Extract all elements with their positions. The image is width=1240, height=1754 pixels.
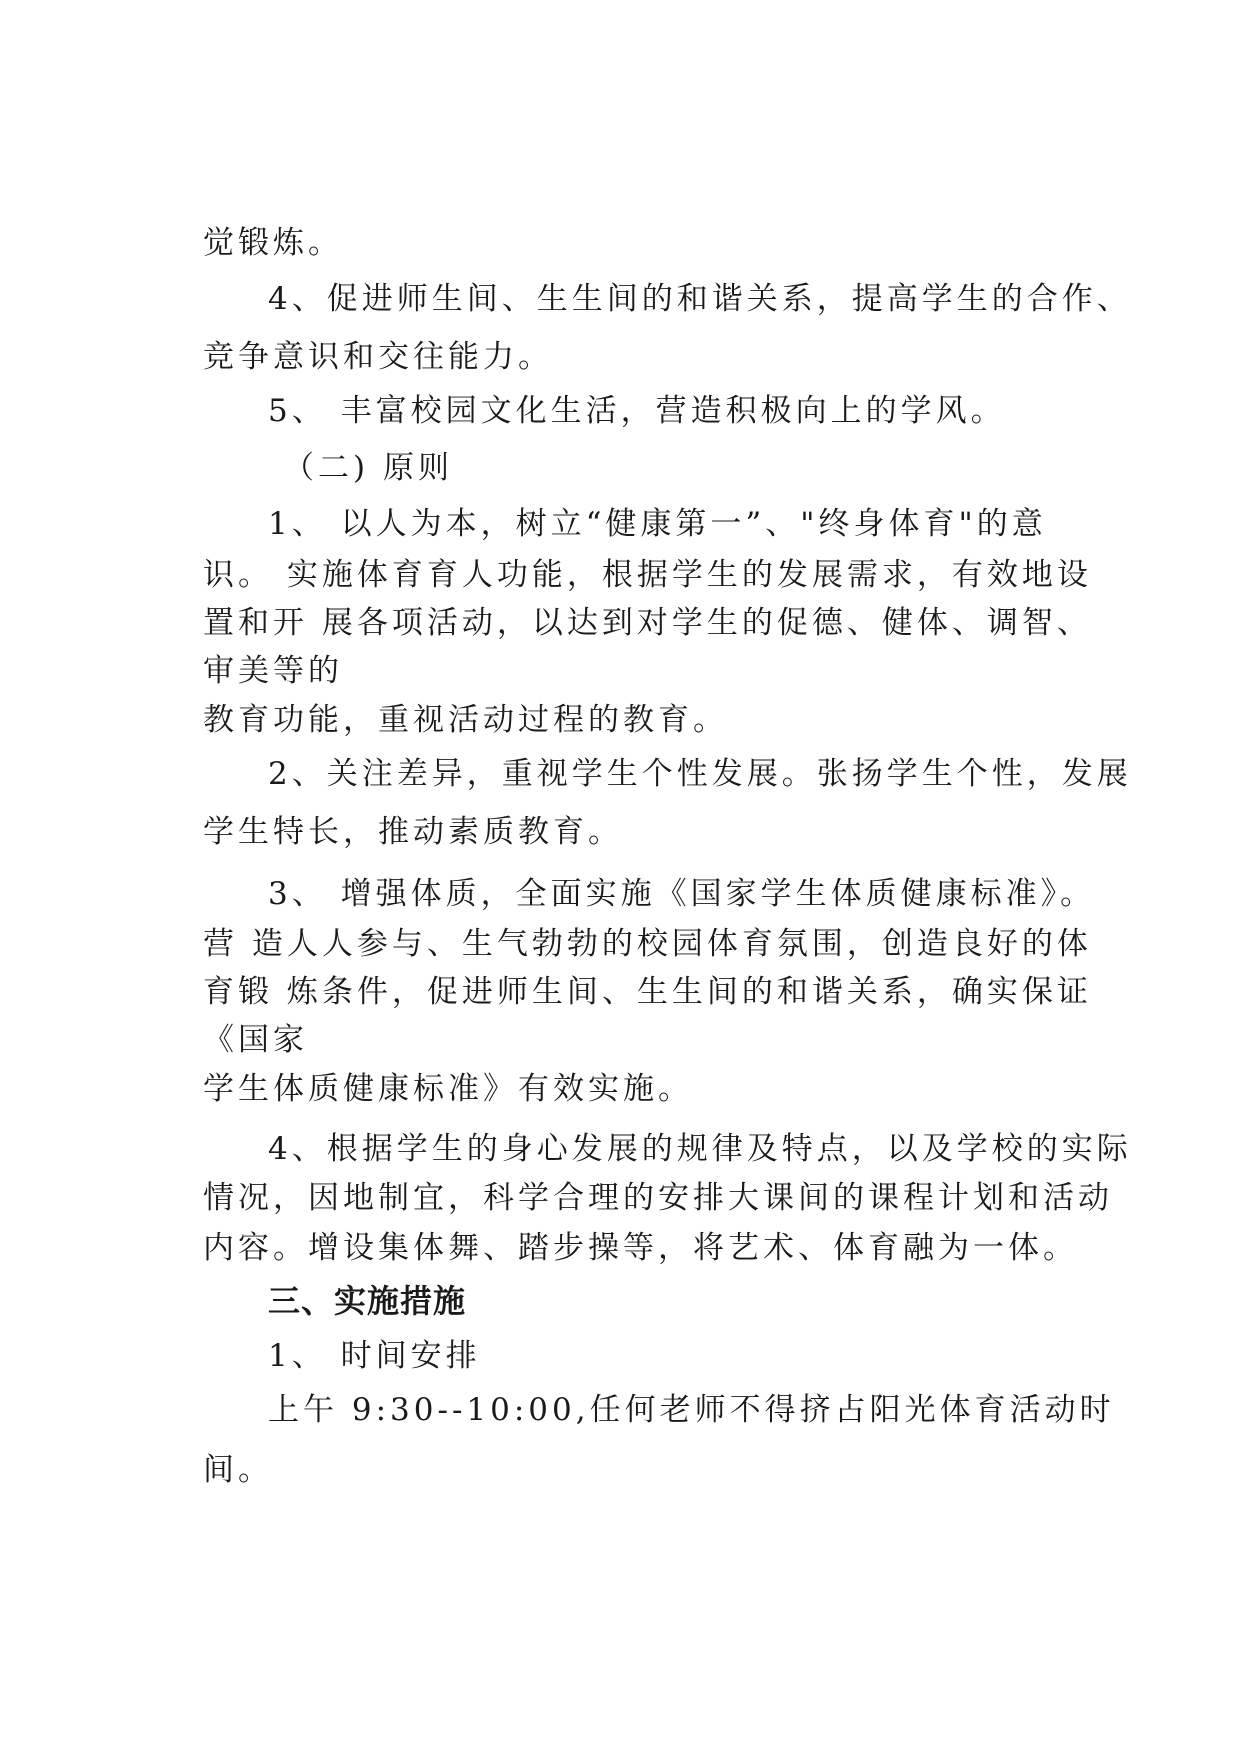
section-heading-measures: 三、实施措施 [268, 1282, 467, 1320]
text-line-20: 内容。增设集体舞、踏步操等，将艺术、体育融为一体。 [203, 1230, 1078, 1266]
text-line-14: 营 造人人参与、生气勃勃的校园体育氛围，创造良好的体 [203, 926, 1092, 962]
text-line-12: 学生特长，推动素质教育。 [203, 814, 623, 850]
text-line-3: 竞争意识和交往能力。 [203, 339, 553, 375]
section-heading-principles: （二) 原则 [283, 450, 453, 486]
text-line-18: 4、根据学生的身心发展的规律及特点，以及学校的实际 [268, 1131, 1132, 1167]
text-line-4: 5、 丰富校园文化生活，营造积极向上的学风。 [268, 393, 1006, 429]
text-line-1: 觉锻炼。 [203, 225, 343, 261]
text-line-10: 教育功能，重视活动过程的教育。 [203, 702, 728, 738]
text-line-9: 审美等的 [203, 653, 343, 689]
text-line-24: 间。 [203, 1452, 273, 1488]
text-line-8: 置和开 展各项活动，以达到对学生的促德、健体、调智、 [203, 605, 1092, 641]
text-line-11: 2、关注差异，重视学生个性发展。张扬学生个性，发展 [268, 756, 1132, 792]
text-line-16: 《国家 [203, 1022, 308, 1058]
text-line-22: 1、 时间安排 [268, 1338, 481, 1374]
text-line-17: 学生体质健康标准》有效实施。 [203, 1071, 693, 1107]
text-line-7: 识。 实施体育育人功能，根据学生的发展需求，有效地设 [203, 557, 1092, 593]
text-line-2: 4、促进师生间、生生间的和谐关系，提高学生的合作、 [268, 281, 1132, 317]
text-line-19: 情况，因地制宜，科学合理的安排大课间的课程计划和活动 [203, 1180, 1113, 1216]
text-line-23: 上午 9:30--10:00,任何老师不得挤占阳光体育活动时 [268, 1392, 1115, 1428]
text-line-13: 3、 增强体质，全面实施《国家学生体质健康标准》。 [268, 876, 1096, 912]
text-line-6: 1、 以人为本，树立“健康第一”、"终身体育"的意 [268, 506, 1047, 542]
text-line-15: 育锻 炼条件，促进师生间、生生间的和谐关系，确实保证 [203, 974, 1092, 1010]
